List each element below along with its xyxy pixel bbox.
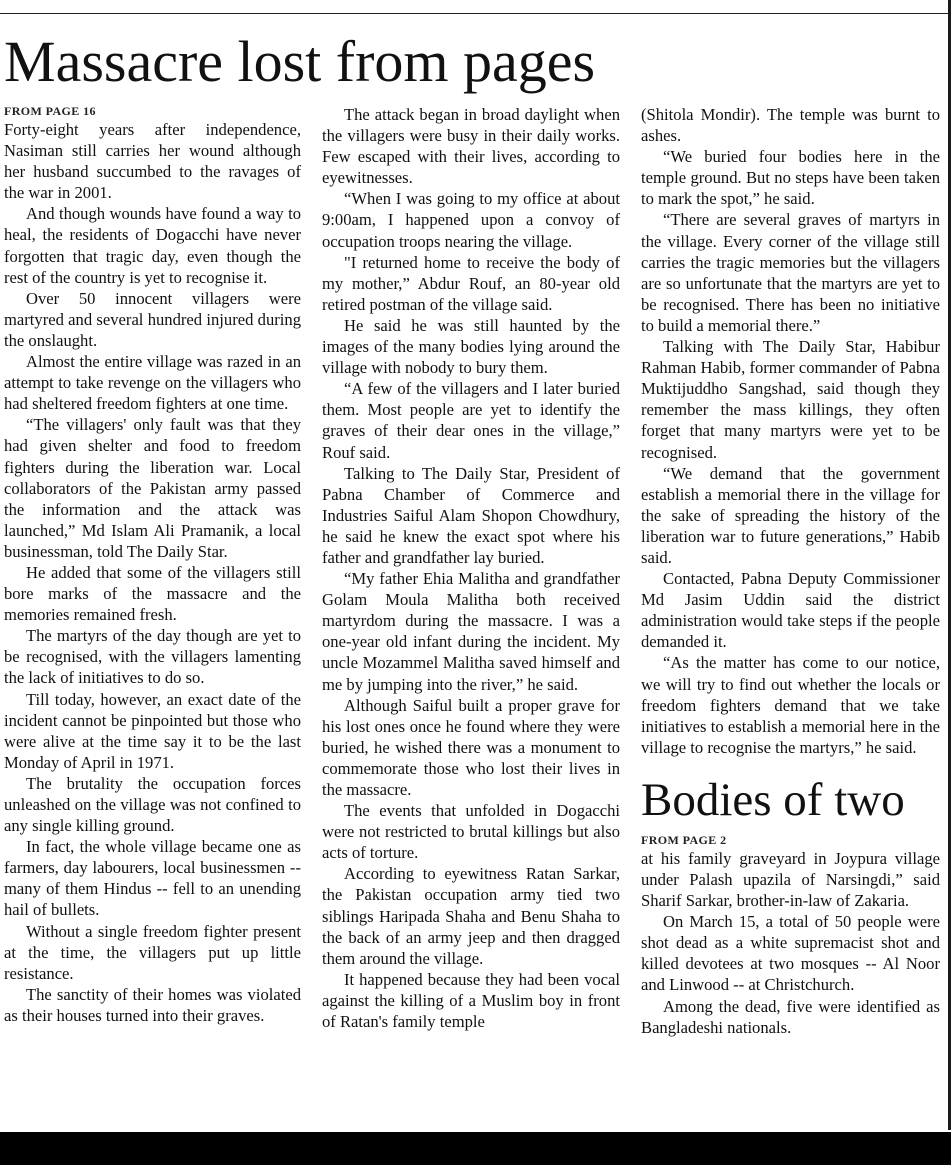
paragraph: According to eyewitness Ratan Sarkar, the Pakistan occupation army tied two siblings Haripada Shaha and Benu Shaha to the back of an army jeep and then dragged them around the village. (322, 864, 620, 968)
paragraph: Over 50 innocent villagers were martyred and several hundred injured during the onslaught. (4, 288, 301, 350)
paragraph: The events that unfolded in Dogacchi were not restricted to brutal killings but also acts of torture. (322, 801, 620, 863)
paragraph: In fact, the whole village became one as farmers, day labourers, local businessmen -- many of them Hindus -- fell to an unending hail of bullets. (4, 837, 301, 920)
paragraph: (Shitola Mondir). The temple was burnt to ashes. (641, 105, 940, 146)
paragraph: “My father Ehia Malitha and grandfather Golam Moula Malitha both received martyrdom during the massacre. I was a one-year old infant during the incident. My uncle Mozammel Malitha saved himself and me by jumping into the river,” he said. (322, 569, 620, 694)
article-column-3 (641, 104, 940, 1038)
paragraph: at his family graveyard in Joypura village under Palash upazila of Narsingdi,” said Sharif Sarkar, brother-in-law of Zakaria. (641, 848, 940, 911)
paragraph: He said he was still haunted by the images of the many bodies lying around the village with nobody to bury them. (322, 315, 620, 378)
paragraph: The martyrs of the day though are yet to be recognised, with the villagers lamenting the lack of initiatives to do so. (4, 626, 301, 688)
paragraph: Among the dead, five were identified as Bangladeshi nationals. (641, 996, 940, 1037)
article-column-2 (322, 104, 620, 1032)
paragraph: The attack began in broad daylight when the villagers were busy in their daily works. Few escaped with their lives, according to eyewitnesses. (322, 105, 620, 188)
paragraph: “We demand that the government establish a memorial there in the village for the sake of spreading the history of the liberation war to future generations,” Habib said. (641, 463, 940, 567)
paragraph: The brutality the occupation forces unleashed on the village was not confined to any single killing ground. (4, 773, 301, 836)
paragraph: “As the matter has come to our notice, we will try to find out whether the locals or freedom fighters demand that we take initiatives to establish a memorial here in the village to recognise the martyrs,” he said. (641, 653, 940, 757)
paragraph: “There are several graves of martyrs in the village. Every corner of the village still carries the tragic memories but the villagers are so unfortunate that the martyrs are yet to be recognised. There has been no initiative to build a memorial there.” (641, 210, 940, 335)
paragraph: “A few of the villagers and I later buried them. Most people are yet to identify the graves of their dear ones in the village,” Rouf said. (322, 379, 620, 462)
article-headline: Massacre lost from pages (4, 29, 596, 94)
second-article-headline: Bodies of two (641, 773, 905, 826)
paragraph: Till today, however, an exact date of the incident cannot be pinpointed but those who were alive at the time say it to be the last Monday of April in 1971. (4, 689, 301, 772)
paragraph: "I returned home to receive the body of my mother,” Abdur Rouf, an 80-year old retired postman of the village said. (322, 252, 620, 314)
paragraph: Although Saiful built a proper grave for his lost ones once he found where they were buried, he wished there was a monument to commemorate those who lost their lives in the massacre. (322, 695, 620, 799)
paragraph: “When I was going to my office at about 9:00am, I happened upon a convoy of occupation troops nearing the village. (322, 189, 620, 251)
article-column-1 (4, 103, 301, 1026)
paragraph: And though wounds have found a way to heal, the residents of Dogacchi have never forgotten that tragic day, even though the rest of the country is yet to recognise it. (4, 204, 301, 287)
paragraph: The sanctity of their homes was violated as their houses turned into their graves. (4, 984, 301, 1025)
continuation-label: FROM PAGE 16 (4, 104, 96, 118)
paragraph: Without a single freedom fighter present at the time, the villagers put up little resistance. (4, 921, 301, 983)
bottom-border (0, 1132, 951, 1165)
paragraph: Forty-eight years after independence, Nasiman still carries her wound although her husband succumbed to the ravages of the war in 2001. (4, 120, 301, 203)
paragraph: Contacted, Pabna Deputy Commissioner Md Jasim Uddin said the district administration would take steps if the people demanded it. (641, 569, 940, 652)
paragraph: It happened because they had been vocal against the killing of a Muslim boy in front of Ratan's family temple (322, 969, 620, 1032)
paragraph: “The villagers' only fault was that they had given shelter and food to freedom fighters during the liberation war. Local collaborators of the Pakistan army passed the information and the attack was launched,” Md Islam Ali Pramanik, a local businessman, told The Daily Star. (4, 415, 301, 561)
top-rule (0, 13, 951, 14)
paragraph: Talking with The Daily Star, Habibur Rahman Habib, former commander of Pabna Muktijuddho Sangshad, said though they remember the mass killings, they often forget that many martyrs were yet to be recognised. (641, 337, 940, 462)
continuation-label: FROM PAGE 2 (641, 832, 727, 847)
paragraph: Almost the entire village was razed in an attempt to take revenge on the villagers who had sheltered freedom fighters at one time. (4, 352, 301, 414)
paragraph: “We buried four bodies here in the temple ground. But no steps have been taken to mark the spot,” he said. (641, 147, 940, 209)
paragraph: He added that some of the villagers still bore marks of the massacre and the memories remained fresh. (4, 562, 301, 625)
paragraph: On March 15, a total of 50 people were shot dead as a white supremacist shot and killed devotees at two mosques -- Al Noor and Linwood -- at Christchurch. (641, 912, 940, 995)
paragraph: Talking to The Daily Star, President of Pabna Chamber of Commerce and Industries Saiful Alam Shopon Chowdhury, he said he knew the exact spot where his father and grandfather lay buried. (322, 463, 620, 567)
